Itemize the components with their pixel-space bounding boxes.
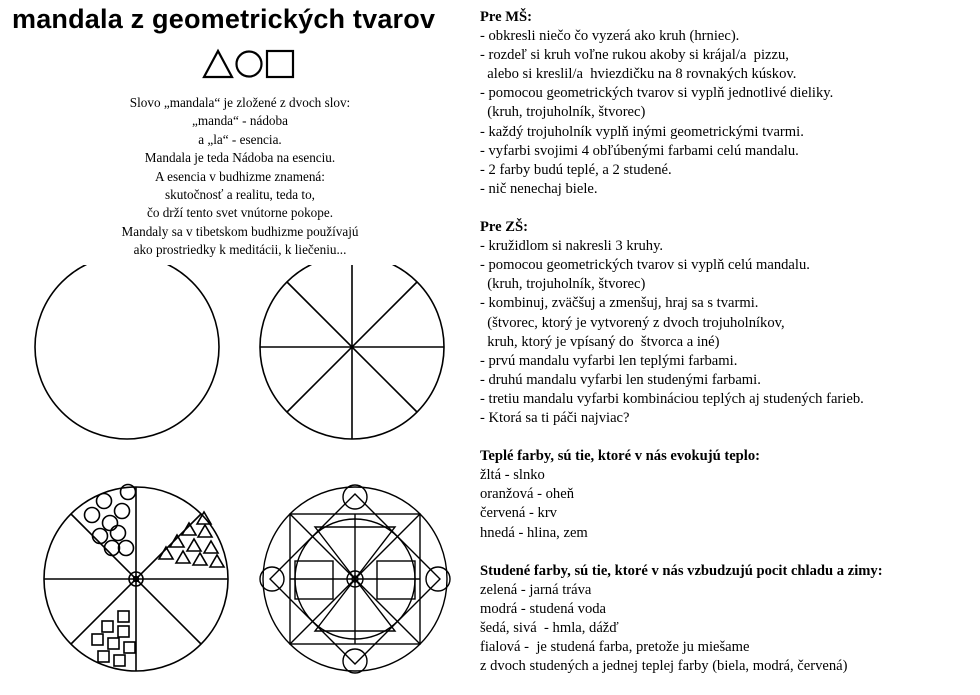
color-line: žltá - slnko — [480, 467, 545, 484]
intro-line: „manda“ - nádoba — [192, 113, 288, 129]
mandala-slices-with-shapes — [44, 485, 228, 672]
instruction-line: - prvú mandalu vyfarbi len teplými farbami. — [480, 352, 738, 369]
section-title: Pre MŠ: — [480, 9, 533, 25]
section-pre-ms — [480, 8, 975, 199]
instruction-line: - 2 farby budú teplé, a 2 studené. — [480, 161, 672, 178]
section-cold-colors — [480, 562, 975, 677]
instruction-line: - obkresli niečo čo vyzerá ako kruh (hrniec). — [480, 28, 740, 45]
instruction-line: - kombinuj, zväčšuj a zmenšuj, hraj sa s tvarmi. — [480, 295, 759, 312]
instruction-line: - kružidlom si nakresli 3 kruhy. — [480, 238, 664, 255]
intro-line: skutočnosť a realitu, teda to, — [165, 187, 315, 203]
instruction-line: (kruh, trojuholník, štvorec) — [480, 276, 646, 293]
section-title: Teplé farby, sú tie, ktoré v nás evokujú teplo: — [480, 448, 760, 465]
intro-line: a „la“ - esencia. — [198, 131, 282, 147]
instruction-line: - pomocou geometrických tvarov si vyplň jednotlivé dieliky. — [480, 85, 834, 102]
color-line: z dvoch studených a jednej teplej farby (biela, modrá, červená) — [480, 658, 848, 675]
intro-text — [95, 94, 385, 260]
triangle-icon — [204, 51, 232, 77]
intro-line: Mandaly sa v tibetskom budhizme používajú — [121, 223, 359, 239]
color-line: oranžová - oheň — [480, 486, 575, 503]
intro-line: A esencia v budhizme znamená: — [155, 168, 325, 184]
instruction-line: - každý trojuholník vyplň inými geometrickými tvarmi. — [480, 123, 804, 140]
circle-icon — [237, 52, 262, 77]
section-pre-zs — [480, 218, 975, 428]
instruction-line: alebo si kreslil/a hviezdičku na 8 rovnakých kúskov. — [480, 66, 797, 83]
instruction-line: (štvorec, ktorý je vytvorený z dvoch trojuholníkov, — [480, 314, 785, 331]
page-title: mandala z geometrických tvarov — [12, 4, 436, 34]
color-line: modrá - studená voda — [480, 600, 607, 617]
instructions-column — [480, 8, 975, 695]
instruction-line: - nič nenechaj biele. — [480, 180, 598, 197]
small-triangles-group — [159, 512, 224, 567]
color-line: zelená - jarná tráva — [480, 581, 592, 598]
intro-line: čo drží tento svet vnútorne pokope. — [146, 205, 334, 221]
mandala-figures — [0, 265, 470, 692]
section-title: Pre ZŠ: — [480, 219, 528, 236]
square-icon — [267, 51, 293, 77]
color-line: fialová - je studená farba, pretože ju miešame — [480, 639, 750, 656]
mandala-empty-circle — [35, 265, 219, 439]
small-squares-group — [92, 611, 135, 666]
section-title: Studené farby, sú tie, ktoré v nás vzbudzujú pocit chladu a zimy: — [480, 562, 883, 579]
color-line: červená - krv — [480, 505, 557, 522]
instruction-line: - pomocou geometrických tvarov si vyplň celú mandalu. — [480, 257, 810, 274]
intro-line: Slovo „mandala“ je zložené z dvoch slov: — [129, 95, 351, 110]
color-line: hnedá - hlina, zem — [480, 524, 588, 541]
section-warm-colors — [480, 447, 975, 542]
instruction-line: - Ktorá sa ti páči najviac? — [480, 409, 630, 426]
instruction-line: - druhú mandalu vyfarbi len studenými farbami. — [480, 371, 761, 388]
instruction-line: - tretiu mandalu vyfarbi kombináciou teplých aj studených farieb. — [480, 390, 864, 407]
intro-line: Mandala je teda Nádoba na esenciu. — [144, 150, 336, 166]
instruction-line: - rozdeľ si kruh voľne rukou akoby si krájal/a pizzu, — [480, 47, 789, 64]
mandala-eight-slices — [260, 265, 444, 439]
color-line: šedá, sivá - hmla, dážď — [480, 620, 619, 636]
small-circles-group — [85, 485, 136, 556]
geometric-shapes-icons — [200, 46, 300, 82]
instruction-line: - vyfarbi svojimi 4 obľúbenými farbami celú mandalu. — [480, 142, 799, 159]
instruction-line: kruh, ktorý je vpísaný do štvorca a iné) — [480, 333, 720, 350]
instruction-line: (kruh, trojuholník, štvorec) — [480, 104, 646, 121]
intro-line: ako prostriedky k meditácii, k liečeniu... — [133, 242, 347, 258]
mandala-geometric-pattern — [260, 485, 450, 673]
